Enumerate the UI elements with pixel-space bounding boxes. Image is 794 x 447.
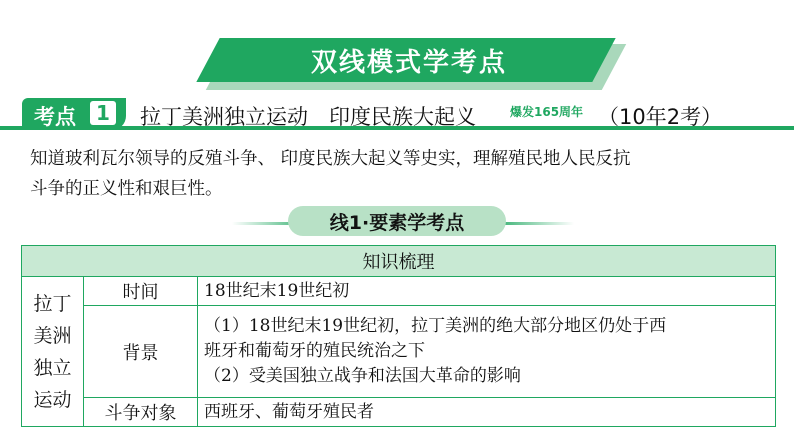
kaodian-title: 拉丁美洲独立运动 印度民族大起义 xyxy=(140,105,476,129)
value-line: 18世纪末19世纪初 xyxy=(204,280,350,301)
knowledge-table xyxy=(21,245,776,427)
kaodian-number: 1 xyxy=(90,101,116,125)
description-line: 斗争的正义性和艰巨性。 xyxy=(30,179,223,199)
topic-line: 运动 xyxy=(33,388,72,411)
value-line: 西班牙、葡萄牙殖民者 xyxy=(204,401,374,422)
banner-title: 双线模式学考点 xyxy=(310,47,507,78)
description-line: 知道玻利瓦尔领导的反殖斗争、 印度民族大起义等史实，理解殖民地人民反抗 xyxy=(30,149,631,169)
row-value-background xyxy=(198,306,776,398)
value-line: （1）18世纪末19世纪初，拉丁美洲的绝大部分地区仍处于西 xyxy=(204,316,667,336)
anniversary-badge: 爆发165周年 xyxy=(510,105,584,119)
row-label-background: 背景 xyxy=(84,306,198,398)
description xyxy=(30,144,774,204)
topic-line: 独立 xyxy=(33,356,72,379)
table-header: 知识梳理 xyxy=(22,246,776,277)
exam-count: （10年2考） xyxy=(598,105,723,129)
section-title: 线1·要素学考点 xyxy=(288,206,506,236)
topic-line: 美洲 xyxy=(33,324,72,347)
topic-cell xyxy=(22,277,84,427)
kaodian-label: 考点 xyxy=(34,105,76,129)
banner xyxy=(204,38,624,90)
row-label-time: 时间 xyxy=(84,277,198,306)
value-line: （2）受美国独立战争和法国大革命的影响 xyxy=(204,366,521,386)
topic-line: 拉丁 xyxy=(33,292,72,315)
row-label-target: 斗争对象 xyxy=(84,398,198,427)
row-value-time xyxy=(198,277,776,306)
value-line: 班牙和葡萄牙的殖民统治之下 xyxy=(204,341,425,361)
row-value-target xyxy=(198,398,776,427)
